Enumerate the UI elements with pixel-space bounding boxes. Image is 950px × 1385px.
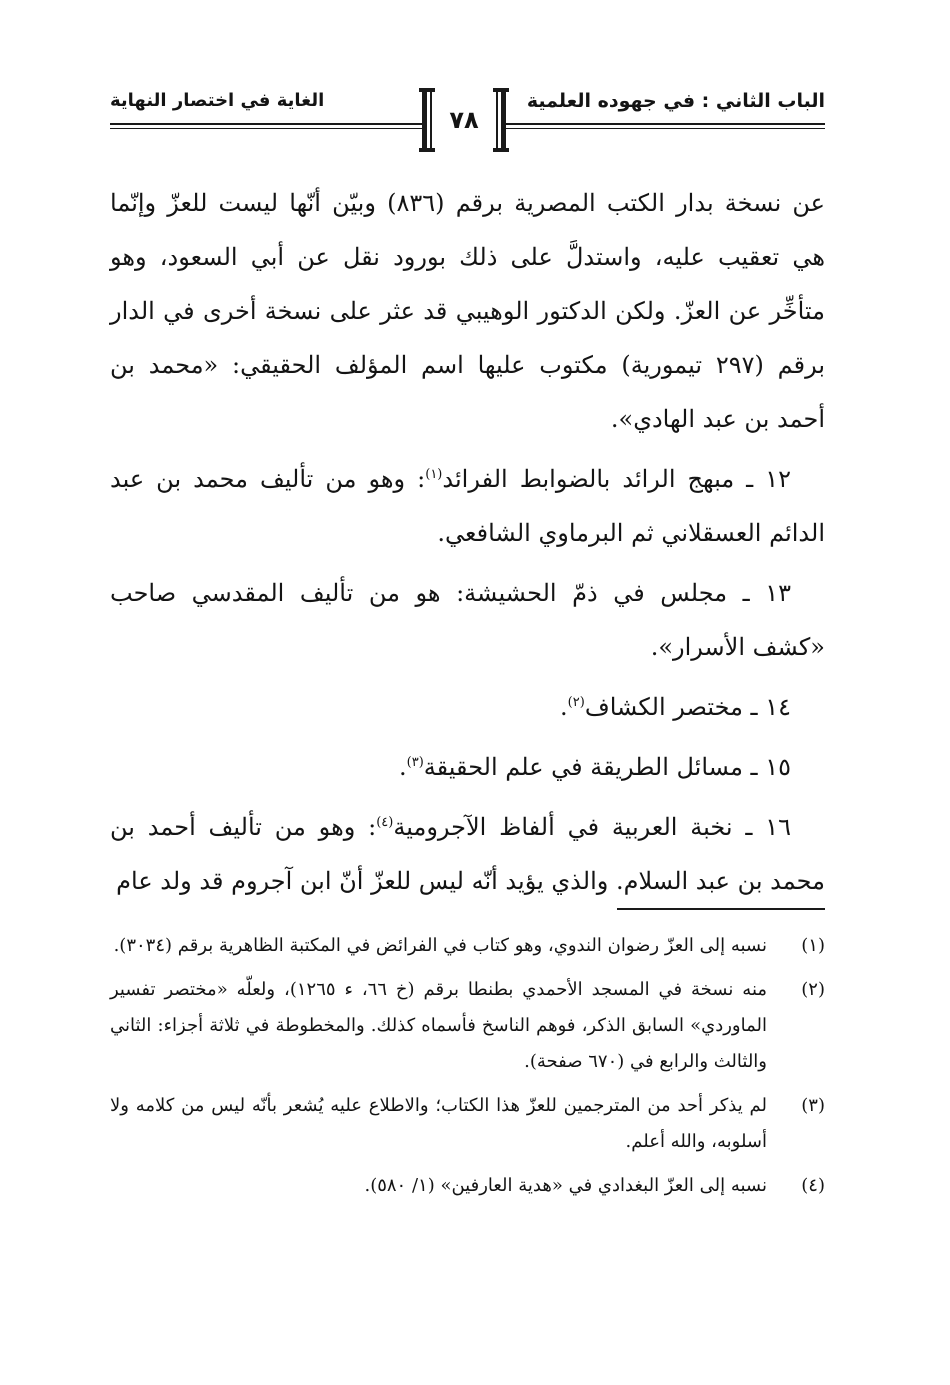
frame-cap <box>493 88 509 92</box>
footnote <box>110 928 825 964</box>
frame-bar <box>422 92 427 150</box>
footnote <box>110 1168 825 1204</box>
list-item <box>110 452 825 560</box>
list-item <box>110 566 825 674</box>
main-text <box>110 176 825 914</box>
item-text: . <box>399 753 407 781</box>
footnote <box>110 1088 825 1160</box>
item-text: : وهو من تأليف محمد بن عبد الدائم العسقلاني ثم البرماوي الشافعي. <box>110 465 825 547</box>
list-item <box>110 740 825 794</box>
frame-bar <box>496 92 498 150</box>
footnote-mark: (٢) <box>801 979 825 1000</box>
item-text: ١٢ ـ مبهج الرائد بالضوابط الفرائد <box>442 465 792 493</box>
intro-paragraph: عن نسخة بدار الكتب المصرية برقم (٨٣٦) وبيّن أنّها ليست للعزّ وإنّما هي تعقيب عليه، واستدلَّ على ذلك بورود نقل عن أبي السعود، وهو متأخِّر عن العزّ. ولكن الدكتور الوهيبي قد عثر على نسخة أخرى في الدار برقم (٢٩٧ تيمورية) مكتوب عليها اسم المؤلف الحقيقي: «محمد بن أحمد بن عبد الهادي». <box>110 189 826 433</box>
footnote-ref[interactable]: (١) <box>425 467 443 482</box>
running-header <box>110 88 825 168</box>
book-title: الغاية في اختصار النهاية <box>110 90 325 111</box>
item-text: . <box>560 693 568 721</box>
footnote-text: نسبه إلى العزّ البغدادي في «هدية العارفين» (١/ ٥٨٠). <box>364 1175 767 1196</box>
frame-bar <box>430 92 432 150</box>
footnote-ref[interactable]: (٣) <box>406 755 424 770</box>
footnote-ref[interactable]: (٤) <box>376 815 394 830</box>
frame-cap <box>419 88 435 92</box>
frame-bar <box>501 92 506 150</box>
footnote-separator <box>617 908 825 910</box>
item-text: ١٦ ـ نخبة العربية في ألفاظ الآجرومية <box>393 813 791 841</box>
item-text: : وهو من تأليف أحمد بن محمد بن عبد السلام. والذي يؤيد أنّه ليس للعزّ أنّ ابن آجروم قد ولد عام <box>110 813 825 895</box>
chapter-title: الباب الثاني : في جهوده العلمية <box>526 90 825 112</box>
footnote-mark: (٣) <box>801 1095 825 1116</box>
item-text: ١٥ ـ مسائل الطريقة في علم الحقيقة <box>423 753 791 781</box>
footnote-text: لم يذكر أحد من المترجمين للعزّ هذا الكتاب؛ والاطلاع عليه يُشعر بأنّه ليس من كلامه ولا أسلوبه، والله أعلم. <box>110 1095 767 1152</box>
list-item <box>110 680 825 734</box>
frame-cap <box>493 148 509 152</box>
page-number-frame <box>422 88 506 152</box>
footnotes <box>110 928 825 1212</box>
footnote <box>110 972 825 1080</box>
page-number: ٧٨ <box>449 106 479 134</box>
footnote-text: نسبه إلى العزّ رضوان الندوي، وهو كتاب في الفرائض في المكتبة الظاهرية برقم (٣٠٣٤). <box>113 935 767 956</box>
footnote-mark: (٤) <box>801 1175 825 1196</box>
item-text: ١٤ ـ مختصر الكشاف <box>584 693 791 721</box>
frame-cap <box>419 148 435 152</box>
footnote-ref[interactable]: (٢) <box>567 695 585 710</box>
footnote-mark: (١) <box>801 935 825 956</box>
list-item <box>110 800 825 908</box>
item-text: ١٣ ـ مجلس في ذمّ الحشيشة: هو من تأليف المقدسي صاحب «كشف الأسرار». <box>110 579 825 661</box>
footnote-text: منه نسخة في المسجد الأحمدي بطنطا برقم (خ ٦٦، ء ١٢٦٥)، ولعلّه «مختصر تفسير الماوردي» السابق الذكر، فوهم الناسخ فأسماه كذلك. والمخطوطة في ثلاثة أجزاء: الثاني والثالث والرابع في (٦٧٠ صفحة). <box>110 979 768 1072</box>
